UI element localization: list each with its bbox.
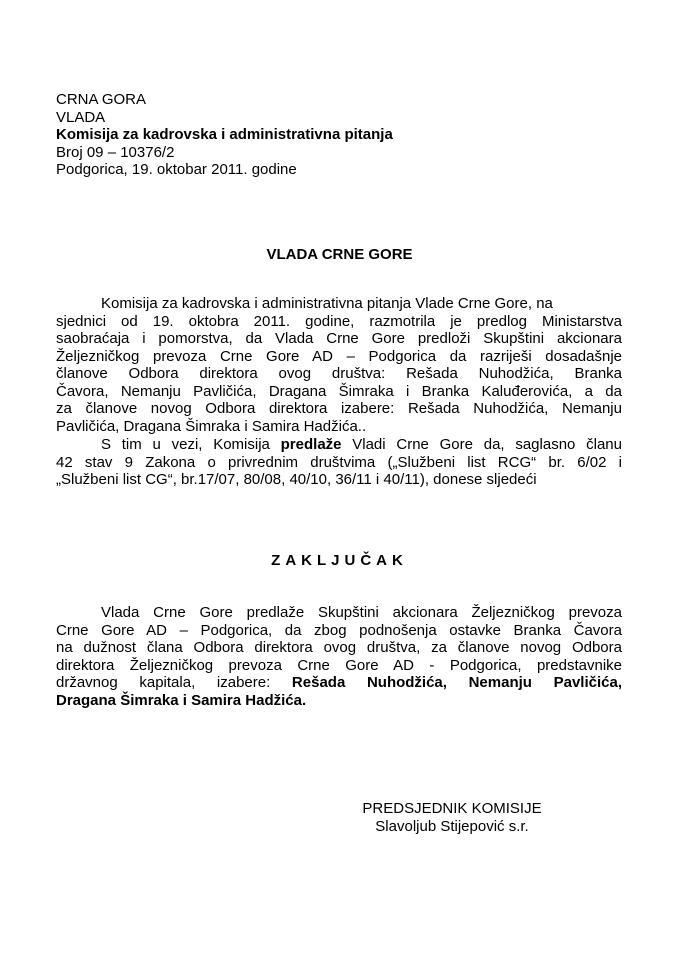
conclusion-names-1: Rešada Nuhodžića, Nemanju Pavličića,	[291, 674, 622, 691]
document-header	[56, 91, 616, 179]
header-country: CRNA GORA	[56, 91, 147, 108]
paragraph-line: 42 stav 9 Zakona o privrednim društvima („Službeni list RCG“ br. 6/02 i	[56, 453, 622, 471]
paragraph-line	[56, 692, 622, 710]
paragraph-line: Komisija za kadrovska i administrativna pitanja Vlade Crne Gore, na	[101, 295, 553, 312]
signature-name: Slavoljub Stijepović s.r.	[375, 818, 529, 835]
conclusion-names-2: Dragana Šimraka i Samira Hadžića.	[56, 691, 307, 709]
signature-block	[332, 800, 572, 836]
conclusion-text-pre: državnog kapitala, izabere:	[56, 674, 292, 691]
paragraph-line: direktora Željezničkog prevoza Crne Gore AD - Podgorica, predstavnike	[56, 656, 622, 674]
paragraph-line: članove Odbora direktora ovog društva: Rešada Nuhodžića, Branka	[56, 365, 622, 382]
paragraph-line: Crne Gore AD – Podgorica, da zbog podnošenja ostavke Branka Čavora	[56, 621, 622, 639]
signature-role: PREDSJEDNIK KOMISIJE	[362, 800, 542, 817]
paragraph-session	[56, 295, 622, 435]
paragraph-line: Željezničkog prevoza Crne Gore AD – Podgorica da razriješi dosadašnje	[56, 347, 622, 365]
header-commission: Komisija za kadrovska i administrativna pitanja	[56, 126, 393, 143]
paragraph-line: za članove novog Odbora direktora izabere: Rešada Nuhodžića, Nemanju	[56, 400, 622, 417]
paragraph-line: „Službeni list CG“, br.17/07, 80/08, 40/10, 36/11 i 40/11), donese sljedeći	[56, 471, 537, 488]
conclusion-title: ZAKLJUČAK	[271, 552, 408, 569]
header-number: Broj 09 – 10376/2	[56, 143, 175, 161]
paragraph-line: Čavora, Nemanju Pavličića, Dragana Šimraka i Branka Kaluđerovića, a da	[56, 382, 622, 400]
paragraph-line	[56, 674, 622, 692]
paragraph-line: Vlada Crne Gore predlaže Skupštini akcionara Željezničkog prevoza	[101, 604, 622, 621]
proposal-text-pre: S tim u vezi, Komisija	[101, 436, 281, 453]
header-government: VLADA	[56, 108, 106, 126]
paragraph-line: sjednici od 19. oktobra 2011. godine, razmotrila je predlog Ministarstva	[56, 312, 622, 330]
header-place-date: Podgorica, 19. oktobar 2011. godine	[56, 161, 297, 178]
paragraph-line: na dužnost člana Odbora direktora ovog društva, za članove novog Odbora	[56, 639, 622, 656]
paragraph-line: saobraćaja i pomorstva, da Vlada Crne Gore predloži Skupštini akcionara	[56, 330, 622, 347]
paragraph-line: Pavličića, Dragana Šimraka i Samira Hadžića..	[56, 417, 367, 435]
proposal-text-post: Vladi Crne Gore da, saglasno članu	[341, 436, 622, 453]
document-title: VLADA CRNE GORE	[266, 246, 413, 263]
proposal-keyword: predlaže	[280, 436, 342, 453]
paragraph-proposal	[56, 436, 622, 489]
paragraph-line	[56, 436, 622, 454]
paragraph-conclusion	[56, 604, 622, 709]
